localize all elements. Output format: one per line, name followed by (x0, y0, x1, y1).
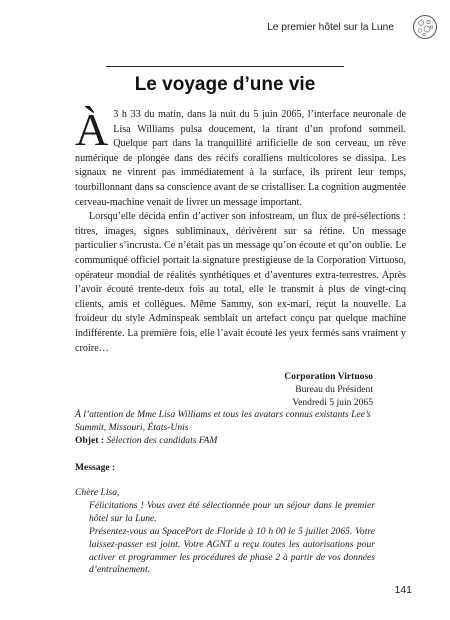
body-text (75, 104, 406, 356)
sender-organization: Corporation Virtuoso (284, 371, 373, 382)
sender-office: Bureau du Président (295, 384, 373, 396)
paragraph-2: Lorsqu’elle décida enfin d’activer son infostream, un flux de pré-sélections : titres, images, signes subliminaux, dérivèrent sur sa rétine. Un message particulier s’incrusta. Ce n’était pas un message qu’on écoute et qu’on oublie. Le communiqué officiel portait la signature prestigieuse de la Corporation Virtuoso, opérateur mondial de réalités synthétiques et d’aventures extra-terrestres. Après l’avoir écouté trente-deux fois au total, elle le transmit à plus de vingt-cinq clients, amis et collègues. Même Sammy, son ex-mari, reçut la nouvelle. La froideur du style Adminspeak semblait un artefact conçu par quelque machine indifférente. La première fois, elle l’avait écouté les yeux fermés sans vraiment y croire… (75, 211, 406, 354)
drop-cap: À (75, 104, 109, 155)
paragraph-1 (75, 104, 406, 210)
attention-line: À l’attention de Mme Lisa Williams et tous les avatars connus existants Lee’s Summit, Missouri, États-Unis (75, 409, 371, 433)
letter-message (75, 487, 375, 577)
title-rule (106, 66, 344, 67)
letter-address-block (75, 409, 375, 448)
paragraph-1-text: 3 h 33 du matin, dans la nuit du 5 juin 2065, l’interface neuronale de Lisa Williams pulsa doucement, la tirant d’un profond sommeil. Quelque part dans la tranquillité artificielle de son cerveau, un rêve numérique de plongée dans des récifs coralliens multicolores se dissipa. Les signaux ne vinrent pas immédiatement à la surface, ils prirent leur temps, tourbillonnant dans sa conscience avant de se cristalliser. La cognition augmentée cerveau-machine venait de livrer un message important. (75, 109, 406, 208)
chapter-title: Le voyage d’une vie (134, 74, 316, 95)
running-title: Le premier hôtel sur la Lune (267, 22, 394, 33)
object-line (75, 435, 375, 448)
letter-sender-block (75, 370, 373, 410)
letter-salutation: Chère Lisa, (75, 487, 120, 498)
object-label: Objet : (75, 434, 105, 446)
page-number: 141 (394, 584, 412, 596)
message-label: Message : (75, 462, 116, 473)
letter-date: Vendredi 5 juin 2065 (292, 397, 373, 409)
object-text: Sélection des candidats FAM (104, 434, 218, 446)
letter-body (75, 500, 375, 577)
letter-line-1: Félicitations ! Vous avez été sélectionnée pour un séjour dans le premier hôtel sur la Lune. (89, 499, 375, 524)
moon-icon (412, 14, 438, 40)
letter-line-2: Présentez-vous au SpacePort de Floride à 10 h 00 le 5 juillet 2065. Votre laissez-passer est joint. Votre AGNT a reçu toutes les autorisations pour activer et programmer les procédures de phase 2 à partir de vos données d’entraînement. (89, 525, 375, 576)
